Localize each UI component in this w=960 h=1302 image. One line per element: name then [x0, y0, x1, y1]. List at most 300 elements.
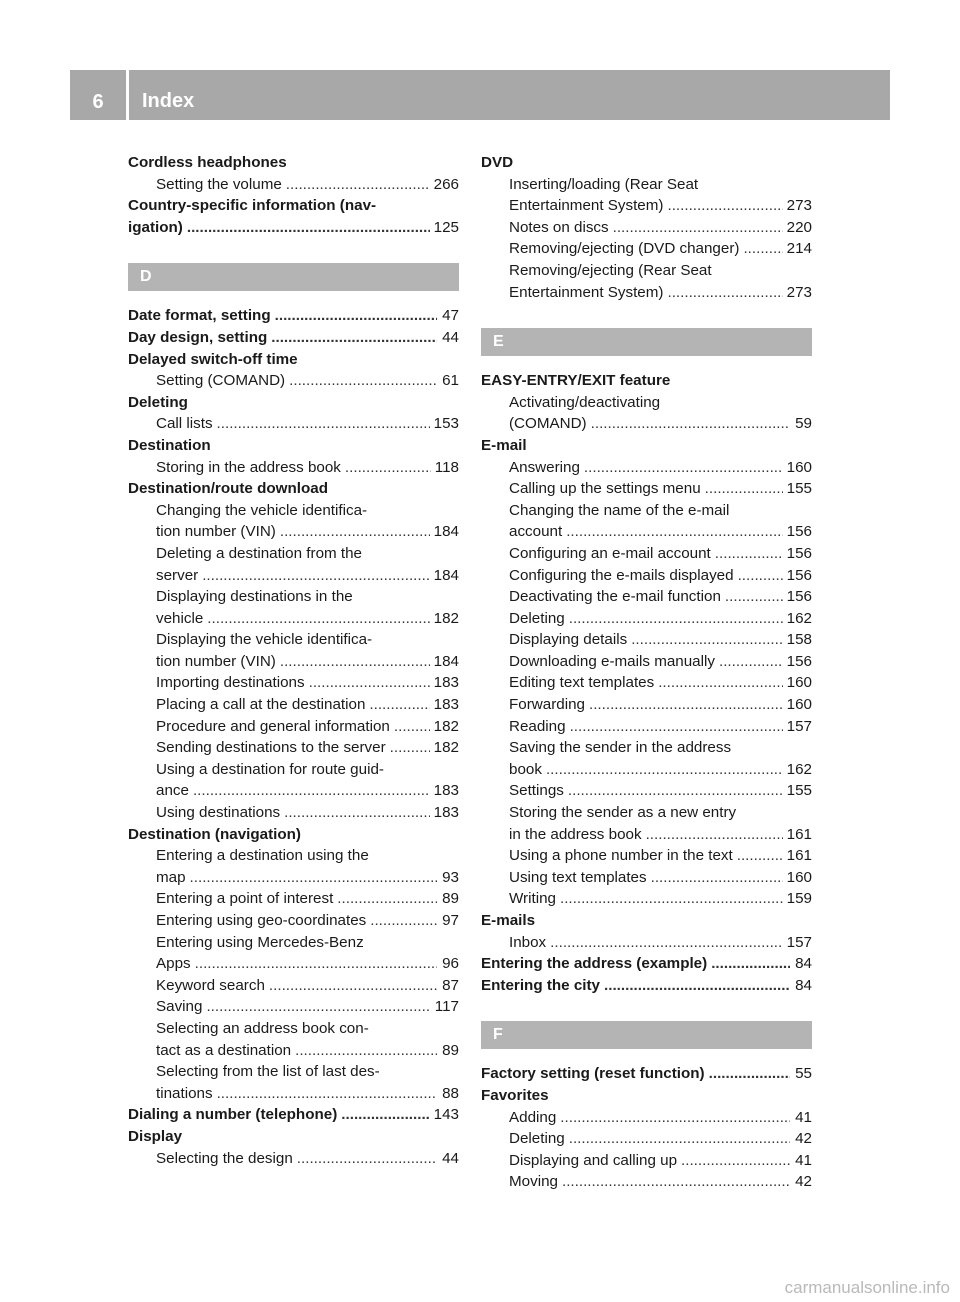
page-reference: 89 — [442, 890, 459, 908]
entry-title-text: Entering the address (example) — [481, 955, 708, 973]
page-reference: 273 — [786, 283, 812, 301]
dot-leader — [284, 802, 430, 824]
subentry-text: Entering using Mercedes-Benz — [156, 933, 364, 951]
subentry-line — [509, 174, 812, 196]
subentry-text: Configuring an e-mail account — [509, 544, 711, 562]
subentry-line — [509, 478, 812, 500]
subentry — [128, 759, 459, 802]
dot-leader — [569, 608, 783, 630]
index-entry — [128, 392, 459, 435]
entry-title: Destination/route download — [128, 480, 328, 498]
subentry-line — [509, 238, 812, 260]
subentry-text: Entertainment System) — [509, 197, 664, 215]
subentry-text: Deleting a destination from the — [156, 544, 362, 562]
subentry-text: book — [509, 760, 542, 778]
entry-title: Destination (navigation) — [128, 825, 301, 843]
subentry-line — [156, 174, 459, 196]
dot-leader — [569, 1128, 790, 1150]
dot-leader — [297, 1148, 437, 1170]
page-reference: 161 — [786, 847, 812, 865]
entry-title: Display — [128, 1127, 183, 1145]
subentry-line — [509, 217, 812, 239]
subentry-line — [156, 996, 459, 1018]
subentry — [128, 1148, 459, 1170]
subentry-line — [156, 608, 459, 630]
dot-leader — [584, 457, 783, 479]
page-number: 6 — [92, 91, 104, 113]
entry-title-line — [128, 305, 459, 327]
subentry — [481, 802, 812, 845]
dot-leader — [711, 953, 790, 975]
subentry-text: tinations — [156, 1084, 213, 1102]
subentry-line — [509, 521, 812, 543]
subentry-text: Displaying and calling up — [509, 1151, 678, 1169]
subentry-line — [509, 867, 812, 889]
page-reference: 156 — [786, 652, 812, 670]
subentry — [481, 392, 812, 435]
page-reference: 156 — [786, 523, 812, 541]
subentry — [481, 694, 812, 716]
subentry-text: Saving the sender in the address — [509, 739, 732, 757]
dot-leader — [667, 282, 782, 304]
subentry-text: Using destinations — [156, 804, 281, 822]
subentry-line — [156, 543, 459, 565]
subentry-text: Using a phone number in the text — [509, 847, 733, 865]
subentry-line — [509, 392, 812, 414]
page-reference: 47 — [442, 307, 459, 325]
entry-title: E-mail — [481, 436, 527, 454]
page-reference: 155 — [786, 480, 812, 498]
subentry-text: Settings — [509, 782, 564, 800]
page-reference: 55 — [795, 1065, 812, 1083]
dot-leader — [631, 629, 782, 651]
entry-title-text: Factory setting (reset function) — [481, 1065, 705, 1083]
page-reference: 184 — [433, 566, 459, 584]
entry-title-line — [481, 1063, 812, 1085]
subentry-line — [156, 932, 459, 954]
subentry — [128, 174, 459, 196]
subentry-line — [156, 586, 459, 608]
subentry-line — [509, 1150, 812, 1172]
subentry-text: Saving — [156, 998, 203, 1016]
dot-leader — [591, 413, 790, 435]
index-entry — [481, 975, 812, 997]
dot-leader — [390, 737, 430, 759]
index-entry — [481, 953, 812, 975]
subentry — [481, 651, 812, 673]
subentry — [128, 694, 459, 716]
subentry-line — [156, 780, 459, 802]
subentry-line — [156, 1061, 459, 1083]
dot-leader — [709, 1063, 790, 1085]
subentry-text: Displaying destinations in the — [156, 588, 353, 606]
dot-leader — [190, 867, 437, 889]
subentry — [128, 888, 459, 910]
dot-leader — [337, 888, 437, 910]
subentry-text: Writing — [509, 890, 556, 908]
subentry-line — [509, 1107, 812, 1129]
subentry-text: Adding — [509, 1108, 557, 1126]
page-reference: 155 — [786, 782, 812, 800]
subentry-text: (COMAND) — [509, 415, 587, 433]
index-entry — [481, 1085, 812, 1193]
subentry — [481, 629, 812, 651]
page-reference: 183 — [433, 782, 459, 800]
subentry — [481, 457, 812, 479]
subentry-line — [509, 694, 812, 716]
subentry-line — [156, 651, 459, 673]
subentry — [481, 845, 812, 867]
subentry — [128, 737, 459, 759]
page-reference: 44 — [442, 328, 459, 346]
dot-leader — [280, 521, 430, 543]
dot-leader — [370, 910, 437, 932]
subentry-text: Notes on discs — [509, 218, 609, 236]
subentry-text: Entertainment System) — [509, 283, 664, 301]
subentry-line — [156, 888, 459, 910]
dot-leader — [286, 174, 430, 196]
subentry-text: Storing the sender as a new entry — [509, 804, 737, 822]
subentry-text: Configuring the e-mails displayed — [509, 566, 734, 584]
subentry-text: tact as a destination — [156, 1041, 292, 1059]
subentry-line — [509, 195, 812, 217]
subentry-text: map — [156, 868, 186, 886]
subentry-line — [156, 802, 459, 824]
subentry-line — [156, 716, 459, 738]
page-reference: 162 — [786, 760, 812, 778]
entry-title-line — [481, 975, 812, 997]
subentry — [481, 932, 812, 954]
page-reference: 182 — [433, 609, 459, 627]
page-reference: 84 — [795, 976, 812, 994]
subentry — [481, 478, 812, 500]
dot-leader — [550, 932, 783, 954]
subentry-line — [156, 629, 459, 651]
subentry-line — [156, 759, 459, 781]
page-reference: 157 — [786, 933, 812, 951]
page-reference: 159 — [786, 890, 812, 908]
subentry-line — [156, 370, 459, 392]
subentry-line — [156, 953, 459, 975]
dot-leader — [705, 478, 783, 500]
dot-leader — [566, 521, 782, 543]
subentry-text: Inbox — [509, 933, 547, 951]
subentry-text: in the address book — [509, 825, 642, 843]
page-reference: 182 — [433, 717, 459, 735]
subentry-text: vehicle — [156, 609, 204, 627]
index-entry — [128, 1126, 459, 1169]
entry-title-line — [481, 953, 812, 975]
subentry — [481, 1171, 812, 1193]
page-reference: 273 — [786, 197, 812, 215]
subentry — [481, 1128, 812, 1150]
dot-leader — [743, 238, 782, 260]
subentry-text: Procedure and general information — [156, 717, 390, 735]
subentry-line — [509, 802, 812, 824]
index-entry — [128, 478, 459, 824]
subentry — [481, 543, 812, 565]
subentry-line — [156, 1040, 459, 1062]
subentry-text: Displaying details — [509, 631, 628, 649]
page-reference: 97 — [442, 912, 459, 929]
dot-leader — [568, 780, 783, 802]
index-entry — [128, 349, 459, 392]
dot-leader — [651, 867, 783, 889]
dot-leader — [658, 672, 782, 694]
dot-leader — [681, 1150, 790, 1172]
page-header — [70, 70, 890, 120]
page-reference: 158 — [786, 631, 812, 649]
section-letter-e: E — [481, 328, 812, 356]
page-reference: 118 — [434, 458, 459, 476]
subentry-text: Importing destinations — [156, 674, 305, 692]
subentry — [128, 1061, 459, 1104]
subentry — [128, 370, 459, 392]
entry-title-text: Day design, setting — [128, 328, 268, 346]
dot-leader — [280, 651, 430, 673]
page-reference: 89 — [442, 1041, 459, 1059]
page-reference: 96 — [442, 955, 459, 973]
dot-leader — [738, 565, 783, 587]
entry-title: EASY-ENTRY/EXIT feature — [481, 372, 671, 390]
entry-title-line — [128, 195, 459, 217]
subentry-text: Removing/ejecting (DVD changer) — [509, 240, 740, 258]
subentry-text: tion number (VIN) — [156, 652, 276, 670]
page-reference: 143 — [433, 1106, 459, 1124]
subentry — [481, 780, 812, 802]
subentry — [481, 260, 812, 303]
subentry-text: Placing a call at the destination — [156, 696, 366, 714]
subentry-line — [156, 975, 459, 997]
page-reference: 156 — [786, 544, 812, 562]
subentry-line — [509, 1128, 812, 1150]
subentry-text: Downloading e-mails manually — [509, 652, 715, 670]
page-reference: 160 — [786, 458, 812, 476]
dot-leader — [604, 975, 790, 997]
subentry — [481, 672, 812, 694]
page-reference: 42 — [795, 1130, 812, 1148]
entry-title: DVD — [481, 154, 514, 171]
entry-title-line — [128, 217, 459, 239]
subentry — [481, 1150, 812, 1172]
index-entry — [481, 370, 812, 435]
subentry — [481, 565, 812, 587]
subentry — [128, 586, 459, 629]
subentry-line — [509, 845, 812, 867]
dot-leader — [719, 651, 783, 673]
subentry — [481, 500, 812, 543]
header-divider — [126, 70, 129, 120]
subentry-text: account — [509, 523, 563, 541]
subentry — [128, 910, 459, 932]
entry-title-text: igation) — [128, 218, 183, 236]
page-reference: 220 — [786, 218, 812, 236]
index-entry — [128, 305, 459, 327]
index-entry — [128, 327, 459, 349]
subentry-line — [509, 629, 812, 651]
subentry — [481, 888, 812, 910]
subentry-line — [156, 867, 459, 889]
entry-title: Destination — [128, 436, 211, 454]
subentry-text: Selecting from the list of last des- — [156, 1063, 380, 1081]
page-reference: 183 — [433, 804, 459, 822]
subentry — [481, 174, 812, 217]
subentry-text: Using text templates — [509, 868, 647, 886]
entry-title-text: Date format, setting — [128, 307, 271, 325]
subentry — [128, 500, 459, 543]
dot-leader — [275, 305, 437, 327]
page-reference: 182 — [433, 739, 459, 757]
subentry-line — [509, 608, 812, 630]
dot-leader — [271, 327, 437, 349]
dot-leader — [309, 672, 430, 694]
dot-leader — [667, 195, 782, 217]
index-entry — [128, 1104, 459, 1126]
subentry-line — [509, 457, 812, 479]
subentry-line — [156, 672, 459, 694]
subentry-text: Answering — [509, 458, 580, 476]
subentry — [128, 802, 459, 824]
subentry-text: Selecting an address book con- — [156, 1019, 369, 1037]
dot-leader — [369, 694, 429, 716]
subentry-text: Inserting/loading (Rear Seat — [509, 175, 699, 193]
entry-title: Delayed switch-off time — [128, 350, 298, 368]
entry-title-line — [128, 1104, 459, 1126]
subentry-text: Deleting — [509, 609, 565, 627]
subentry-text: Entering using geo-coordinates — [156, 912, 367, 929]
subentry-line — [156, 413, 459, 435]
dot-leader — [394, 716, 430, 738]
section-letter-f: F — [481, 1021, 812, 1049]
subentry-text: Entering a destination using the — [156, 847, 369, 865]
subentry-text: Deleting — [509, 1130, 565, 1148]
subentry-line — [509, 824, 812, 846]
entry-title-text: Dialing a number (telephone) — [128, 1106, 338, 1124]
subentry — [481, 1107, 812, 1129]
index-entry — [481, 435, 812, 910]
subentry-text: Entering a point of interest — [156, 890, 334, 908]
subentry-text: tion number (VIN) — [156, 523, 276, 541]
subentry-line — [509, 500, 812, 522]
index-entry — [481, 1063, 812, 1085]
entry-title-line — [128, 327, 459, 349]
dot-leader — [206, 996, 430, 1018]
dot-leader — [295, 1040, 437, 1062]
dot-leader — [187, 217, 430, 239]
page-reference: 59 — [795, 415, 812, 433]
page-reference: 84 — [795, 955, 812, 973]
subentry-text: Selecting the design — [156, 1149, 293, 1167]
dot-leader — [737, 845, 783, 867]
page-reference: 117 — [434, 998, 459, 1016]
entry-title: Deleting — [128, 393, 188, 411]
page-reference: 161 — [786, 825, 812, 843]
dot-leader — [269, 975, 437, 997]
page-reference: 157 — [786, 717, 812, 735]
index-column-right — [481, 152, 812, 1193]
dot-leader — [562, 1171, 790, 1193]
subentry — [128, 543, 459, 586]
dot-leader — [289, 370, 437, 392]
subentry-text: Using a destination for route guid- — [156, 760, 384, 778]
subentry-line — [509, 932, 812, 954]
subentry-text: Forwarding — [509, 696, 585, 714]
subentry-line — [509, 565, 812, 587]
subentry-line — [509, 282, 812, 304]
subentry — [481, 238, 812, 260]
subentry-text: Removing/ejecting (Rear Seat — [509, 261, 712, 279]
page-title: Index — [142, 90, 195, 112]
page-reference: 88 — [442, 1084, 459, 1102]
subentry-line — [156, 910, 459, 932]
index-entry — [481, 152, 812, 303]
subentry-line — [509, 260, 812, 282]
watermark: carmanualsonline.info — [784, 1278, 950, 1297]
subentry-line — [509, 672, 812, 694]
subentry-line — [509, 759, 812, 781]
subentry-text: Displaying the vehicle identifica- — [156, 631, 373, 649]
page-reference: 162 — [786, 609, 812, 627]
subentry-line — [509, 1171, 812, 1193]
index-entry — [128, 435, 459, 478]
subentry — [481, 586, 812, 608]
subentry-text: Calling up the settings menu — [509, 480, 701, 498]
subentry-text: ance — [156, 782, 189, 800]
entry-title-text: Entering the city — [481, 976, 600, 994]
dot-leader — [193, 780, 430, 802]
subentry-line — [509, 716, 812, 738]
dot-leader — [546, 759, 783, 781]
page-reference: 153 — [433, 415, 459, 433]
page-reference: 160 — [786, 696, 812, 714]
subentry-text: Editing text templates — [509, 674, 655, 692]
subentry-text: Reading — [509, 717, 566, 735]
subentry-line — [156, 1018, 459, 1040]
dot-leader — [613, 217, 783, 239]
subentry-text: Storing in the address book — [156, 458, 341, 476]
dot-leader — [202, 565, 429, 587]
dot-leader — [217, 1083, 437, 1105]
dot-leader — [715, 543, 783, 565]
subentry-line — [156, 845, 459, 867]
dot-leader — [725, 586, 783, 608]
entry-title: E-mails — [481, 912, 536, 929]
dot-leader — [345, 457, 431, 479]
subentry-line — [156, 694, 459, 716]
subentry — [128, 845, 459, 888]
dot-leader — [646, 824, 783, 846]
dot-leader — [207, 608, 429, 630]
subentry — [128, 1018, 459, 1061]
subentry-line — [509, 780, 812, 802]
dot-leader — [195, 953, 437, 975]
index-entry — [128, 195, 459, 238]
subentry-line — [509, 413, 812, 435]
subentry — [481, 737, 812, 780]
subentry-text: Sending destinations to the server — [156, 739, 386, 757]
page-reference: 41 — [795, 1108, 812, 1126]
subentry-line — [156, 565, 459, 587]
page-reference: 61 — [442, 372, 459, 390]
subentry-line — [156, 521, 459, 543]
index-entry — [128, 824, 459, 1105]
subentry-line — [156, 457, 459, 479]
index-column-left — [128, 152, 459, 1169]
page-reference: 184 — [433, 652, 459, 670]
subentry-line — [509, 888, 812, 910]
page-reference: 183 — [433, 696, 459, 714]
subentry-text: Call lists — [156, 415, 213, 433]
